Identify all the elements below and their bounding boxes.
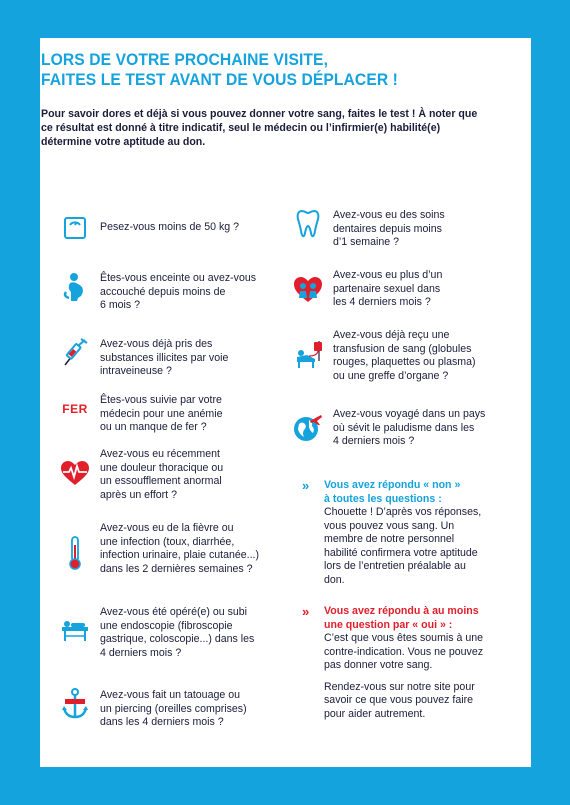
poster-title xyxy=(41,50,398,90)
heart-pulse-icon xyxy=(60,448,90,488)
question-weight xyxy=(60,213,239,243)
answer-no-heading: Vous avez répondu « non » à toutes les questions : xyxy=(324,479,461,505)
surgery-bed-icon xyxy=(60,606,90,646)
answer-no-body: Chouette ! D’après vos réponses, vous pouvez vous sang. Un membre de notre personnel habilité confirmera votre aptitude lors de l’entretien préalable au don. xyxy=(324,506,482,586)
question-pregnancy xyxy=(60,272,256,313)
question-text: Êtes-vous enceinte ou avez-vous accouché depuis moins de 6 mois ? xyxy=(100,272,257,311)
question-partners xyxy=(293,269,442,310)
anchor-tattoo-icon xyxy=(60,689,90,719)
question-malaria xyxy=(293,408,485,449)
thermometer-icon xyxy=(60,522,90,580)
syringe-icon xyxy=(60,338,90,368)
question-surgery xyxy=(60,606,254,660)
fer-icon xyxy=(60,394,90,424)
question-tattoo xyxy=(60,689,247,730)
question-text: Avez-vous eu récemment une douleur thoracique ou un essoufflement anormal après un effort ? xyxy=(100,448,224,501)
question-text: Avez-vous voyagé dans un pays où sévit le paludisme dans les 4 derniers mois ? xyxy=(333,408,486,447)
question-chest-pain xyxy=(60,448,223,502)
intro-text: Pour savoir dores et déjà si vous pouvez donner votre sang, faites le test ! À noter que ce résultat est donné à titre indicatif, seul le médecin ou l’infirmier(e) habilité(e) détermine votre aptitude au don. xyxy=(41,108,478,148)
answer-yes-heading: Vous avez répondu à au moins une question par « oui » : xyxy=(324,605,479,631)
question-text: Avez-vous eu des soins dentaires depuis moins d’1 semaine ? xyxy=(333,209,445,248)
question-anemia xyxy=(60,394,223,435)
globe-plane-icon xyxy=(293,408,323,442)
question-fever xyxy=(60,522,259,580)
question-transfusion xyxy=(293,329,476,383)
scale-icon xyxy=(60,213,90,243)
answer-no-block xyxy=(302,479,481,587)
question-drugs xyxy=(60,338,228,379)
answer-yes-body-2: Rendez-vous sur notre site pour savoir ce que vous pouvez faire pour aider autrement. xyxy=(324,680,475,720)
question-text: Pesez-vous moins de 50 kg ? xyxy=(100,221,239,233)
couple-heart-icon xyxy=(293,269,323,305)
question-dental xyxy=(293,209,445,250)
question-text: Êtes-vous suivie par votre médecin pour une anémie ou un manque de fer ? xyxy=(100,394,223,433)
answer-yes-body: C’est que vous êtes soumis à une contre-indication. Vous ne pouvez pas donner votre sang. xyxy=(324,632,484,671)
transfusion-icon xyxy=(293,329,323,369)
tooth-icon xyxy=(293,209,323,239)
question-text: Avez-vous été opéré(e) ou subi une endoscopie (fibroscopie gastrique, coloscopie...) dans les 4 derniers mois ? xyxy=(100,606,255,659)
question-text: Avez-vous déjà pris des substances illicites par voie intraveineuse ? xyxy=(100,338,229,377)
fer-icon-label: FER xyxy=(62,402,88,416)
answer-yes-block xyxy=(302,605,483,721)
chevron-double-right-icon: » xyxy=(302,604,308,619)
chevron-double-right-icon: » xyxy=(302,478,308,493)
question-text: Avez-vous fait un tatouage ou un piercing (oreilles comprises) dans les 4 derniers mois ? xyxy=(100,689,247,728)
title-line-1: LORS DE VOTRE PROCHAINE VISITE, xyxy=(41,50,329,69)
question-text: Avez-vous eu de la fièvre ou une infection (toux, diarrhée, infection urinaire, plaie cutanée...) dans les 2 dernières semaines ? xyxy=(100,522,259,575)
question-text: Avez-vous eu plus d’un partenaire sexuel dans les 4 derniers mois ? xyxy=(333,269,443,308)
pregnant-woman-icon xyxy=(60,272,90,302)
question-text: Avez-vous déjà reçu une transfusion de sang (globules rouges, plaquettes ou plasma) ou une greffe d’organe ? xyxy=(333,329,476,382)
title-line-2: FAITES LE TEST AVANT DE VOUS DÉPLACER ! xyxy=(41,70,398,89)
